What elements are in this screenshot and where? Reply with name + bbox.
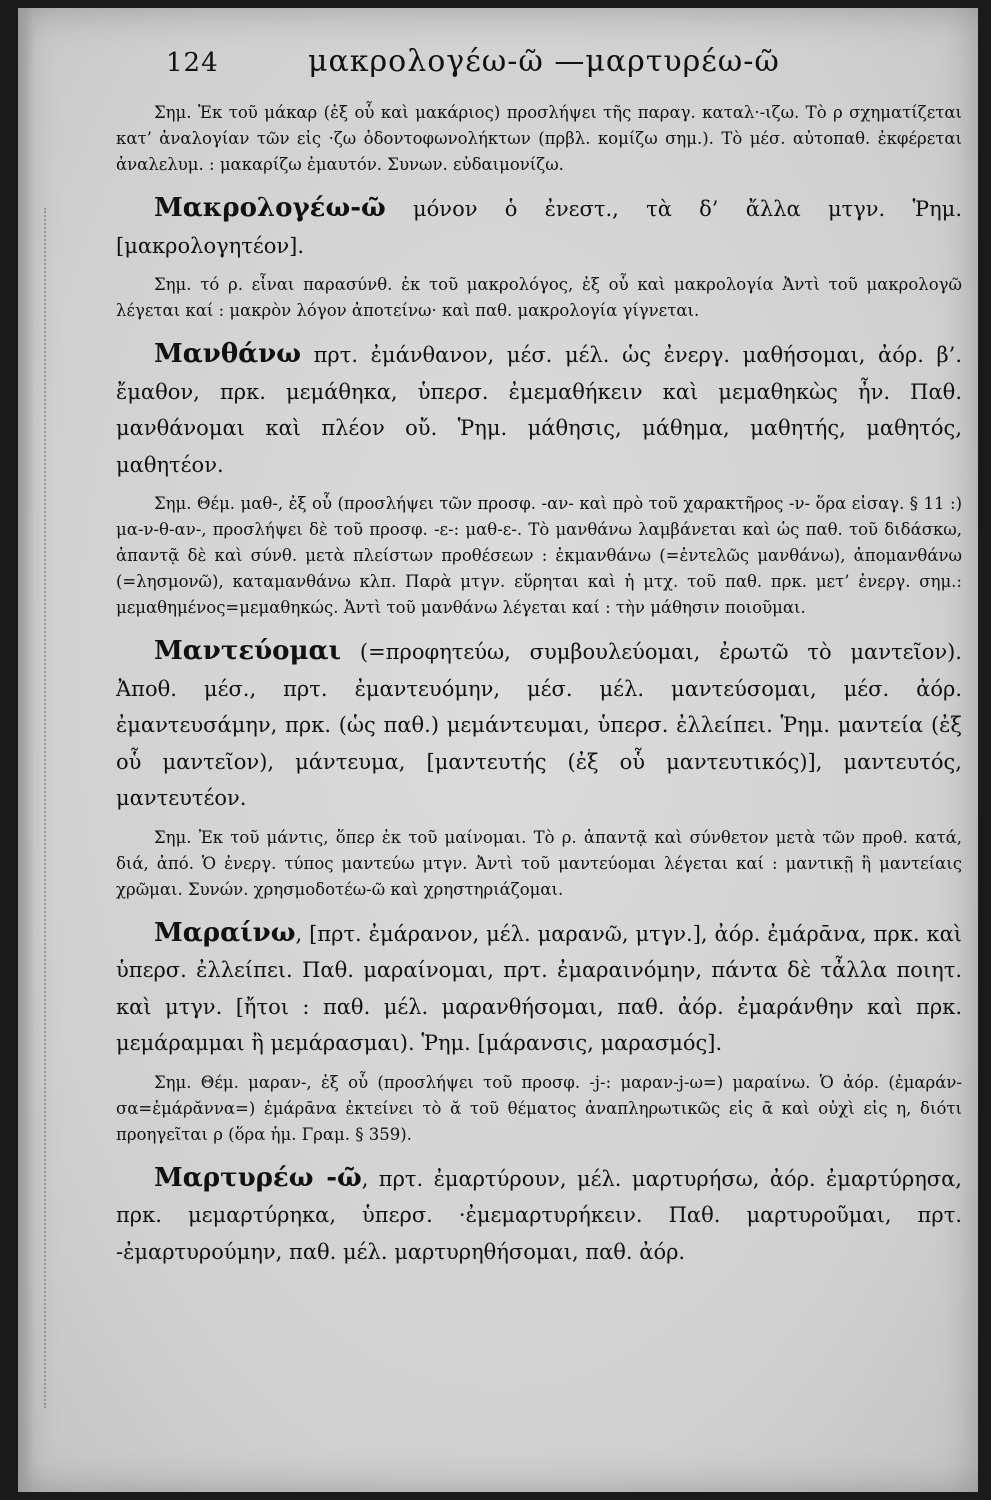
entry-text: , πρτ. ἐμαρτύρουν, μέλ. μαρτυρήσω, ἀόρ. ἐμαρτύρησα, πρκ. μεμαρτύρηκα, ὑπερσ. ·ἐμεμαρτυρήκειν. Παθ. μαρτυροῦμαι, πρτ. -ἐμαρτυρούμην, παθ. μέλ. μαρτυρηθήσομαι, παθ. ἀόρ. [116, 1166, 962, 1264]
entry-headword: Μακρολογέω-ῶ [154, 193, 386, 223]
entry-text: (=προφητεύω, συμβουλεύομαι, ἐρωτῶ τὸ μαντεῖον). Ἀποθ. μέσ., πρτ. ἐμαντευόμην, μέσ. μέλ. μαντεύσομαι, μέσ. ἀόρ. ἐμαντευσάμην, πρκ. (ὡς παθ.) μεμάντευμαι, ὑπερσ. ἐλλείπει. Ῥημ. μαντεία (ἐξ οὗ μαντεῖον), μάντευμα, [μαντευτής (ἐξ οὗ μαντευτικός)], μαντευτός, μαντευτέον. [116, 640, 962, 810]
entry-text: , [πρτ. ἐμάρανον, μέλ. μαρανῶ, μτγν.], ἀόρ. ἐμάρᾱνα, πρκ. καὶ ὑπερσ. ἐλλείπει. Παθ. μαραίνομαι, πρτ. ἐμαραινόμην, πάντα δὲ τἆλλα ποιητ. καὶ μτγν. [ἤτοι : παθ. μέλ. μαρανθήσομαι, παθ. ἀόρ. ἐμαράνθην καὶ πρκ. μεμάραμμαι ἢ μεμάρασμαι). Ῥημ. [μάρανσις, μαρασμός]. [116, 921, 962, 1055]
running-title: μακρολογέω-ῶ —μαρτυρέω-ῶ [308, 44, 780, 79]
page-gutter-shadow [18, 8, 34, 1492]
note-paragraph [116, 1070, 962, 1148]
dictionary-entry [116, 1160, 962, 1271]
entry-headword: Μαντεύομαι [154, 636, 342, 666]
dictionary-text [116, 100, 962, 1278]
margin-speckles [44, 208, 50, 1408]
page-number: 124 [166, 48, 219, 78]
entry-text: πρτ. ἐμάνθανον, μέσ. μέλ. ὡς ἐνεργ. μαθήσομαι, ἀόρ. β’. ἔμαθον, πρκ. μεμάθηκα, ὑπερσ. ἐμεμαθήκειν καὶ μεμαθηκὼς ἦν. Παθ. μανθάνομαι καὶ πλέον οὔ. Ῥημ. μάθησις, μάθημα, μαθητής, μαθητός, μαθητέον. [116, 343, 962, 477]
dictionary-entry [116, 336, 962, 483]
note-paragraph [116, 825, 962, 903]
note-text: Σημ. Θέμ. μαθ-, ἐξ οὗ (προσλήψει τῶν προσφ. -αν- καὶ πρὸ τοῦ χαρακτῆρος -ν- ὅρα εἰσαγ. § 11 :) μα-ν-θ-αν-, προσλήψει δὲ τοῦ προσφ. -ε-: μαθ-ε-. Τὸ μανθάνω λαμβάνεται καὶ ὡς παθ. τοῦ διδάσκω, ἀπαντᾷ δὲ καὶ σύνθ. μετὰ πλείστων προθέσεων : ἐκμανθάνω (=ἐντελῶς μανθάνω), ἀπομανθάνω (=λησμονῶ), καταμανθάνω κλπ. Παρὰ μτγν. εὕρηται καὶ ἡ μτχ. τοῦ παθ. πρκ. μετ’ ἐνεργ. σημ.: μεμαθημένος=μεμαθηκώς. Ἀντὶ τοῦ μανθάνω λέγεται καί : τὴν μάθησιν ποιοῦμαι. [116, 494, 962, 617]
note-paragraph [116, 100, 962, 178]
note-text: Σημ. Θέμ. μαραν-, ἐξ οὗ (προσλήψει τοῦ προσφ. -j-: μαραν-j-ω=) μαραίνω. Ὁ ἀόρ. (ἐμαράν-σα=ἐμάρᾰννα=) ἐμάρᾱνα ἐκτείνει τὸ ᾰ τοῦ θέματος ἀναπληρωτικῶς εἰς ᾱ καὶ οὐχὶ εἰς η, διότι προηγεῖται ρ (ὅρα ἡμ. Γραμ. § 359). [116, 1072, 962, 1144]
entry-headword: Μανθάνω [154, 339, 301, 369]
dictionary-entry [116, 915, 962, 1062]
page-header [18, 42, 978, 92]
note-text: Σημ. τό ρ. εἶναι παρασύνθ. ἐκ τοῦ μακρολόγος, ἐξ οὗ καὶ μακρολογία Ἀντὶ τοῦ μακρολογῶ λέγεται καί : μακρὸν λόγον ἀποτείνω· καὶ παθ. μακρολογία γίγνεται. [116, 275, 962, 320]
dictionary-entry [116, 633, 962, 817]
dictionary-entry [116, 190, 962, 264]
book-page [18, 8, 978, 1492]
note-text: Σημ. Ἐκ τοῦ μάντις, ὅπερ ἐκ τοῦ μαίνομαι. Τὸ ρ. ἀπαντᾷ καὶ σύνθετον μετὰ τῶν προθ. κατά, διά, ἀπό. Ὁ ἐνεργ. τύπος μαντεύω μτγν. Ἀντὶ τοῦ μαντεύομαι λέγεται καί : μαντικῇ ἢ μαντείαις χρῶμαι. Συνών. χρησμοδοτέω-ῶ καὶ χρηστηριάζομαι. [116, 827, 962, 899]
entry-headword: Μαραίνω [154, 917, 296, 948]
note-paragraph [116, 272, 962, 324]
entry-text: μόνον ὁ ἐνεστ., τὰ δ’ ἄλλα μτγν. Ῥημ. [μακρολογητέον]. [116, 197, 962, 258]
entry-headword: Μαρτυρέω -ῶ [154, 1162, 362, 1193]
note-text: Σημ. Ἐκ τοῦ μάκαρ (ἐξ οὗ καὶ μακάριος) προσλήψει τῆς παραγ. καταλ·-ιζω. Τὸ ρ σχηματίζεται κατ’ ἀναλογίαν τῶν εἰς ·ζω ὀδοντοφωνολήκτων (πρβλ. κομίζω σημ.). Τὸ μέσ. αὐτοπαθ. ἐκφέρεται ἀναλελυμ. : μακαρίζω ἐμαυτόν. Συνων. εὐδαιμονίζω. [116, 103, 962, 174]
note-paragraph [116, 491, 962, 621]
